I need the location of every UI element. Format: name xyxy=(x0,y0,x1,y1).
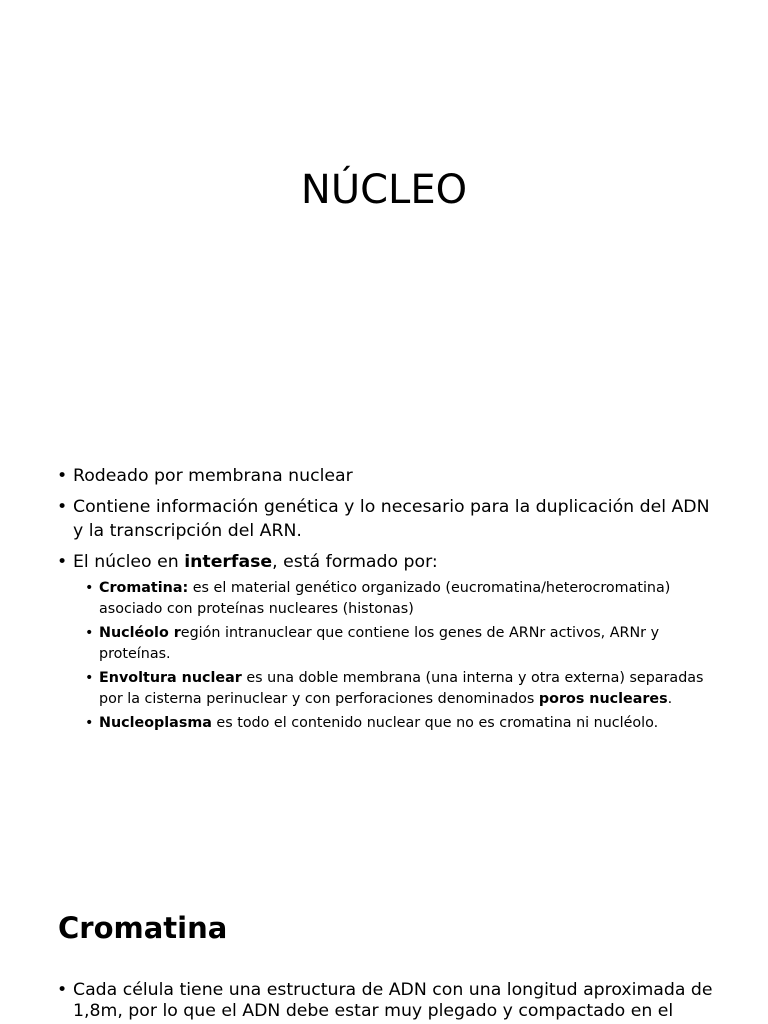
bullet-text-bold: interfase xyxy=(184,552,273,572)
definition-text: es todo el contenido nuclear que no es cromatina ni nucléolo. xyxy=(211,715,659,731)
list-item xyxy=(83,713,716,734)
sub-bullet-list xyxy=(83,578,716,734)
bullet-list xyxy=(56,464,716,741)
term-nucleoplasma: Nucleoplasma xyxy=(99,715,212,731)
definition-text: egión intranuclear que contiene los genes de ARNr activos, ARNr y proteínas. xyxy=(99,625,660,662)
term-poros-nucleares: poros nucleares xyxy=(538,691,668,707)
slide-title: Cromatina xyxy=(58,911,228,945)
slide-cromatina xyxy=(0,888,768,1024)
term-envoltura-nuclear: Envoltura nuclear xyxy=(99,670,242,686)
bullet-text: Rodeado por membrana nuclear xyxy=(73,466,353,486)
list-item xyxy=(56,550,716,734)
bullet-text: Contiene información genética y lo necesario para la duplicación del ADN y la transcripción del ARN. xyxy=(73,497,710,541)
term-cromatina: Cromatina: xyxy=(99,580,189,596)
slide-title: NÚCLEO xyxy=(300,167,468,213)
list-item xyxy=(56,464,716,488)
bullet-text: Cada célula tiene una estructura de ADN con una longitud aproximada de 1,8m, por lo que el ADN debe estar muy plegado y compactado en el xyxy=(73,980,713,1021)
definition-end: . xyxy=(667,691,673,707)
list-item xyxy=(56,495,716,543)
list-item xyxy=(83,623,716,665)
list-item xyxy=(56,980,716,1022)
definition-text: es el material genético organizado (eucromatina/heterocromatina) asociado con proteínas nucleares (histonas) xyxy=(99,580,671,617)
list-item xyxy=(83,668,716,710)
bullet-text-prefix: El núcleo en xyxy=(73,552,185,572)
bullet-list xyxy=(56,980,716,1022)
list-item xyxy=(83,578,716,620)
bullet-text-suffix: , está formado por: xyxy=(272,552,438,572)
definition-text: es una doble membrana (una interna y otra externa) separadas por la cisterna perinuclear y con perforaciones denominados xyxy=(99,670,704,707)
term-nucleolo: Nucléolo r xyxy=(99,625,181,641)
